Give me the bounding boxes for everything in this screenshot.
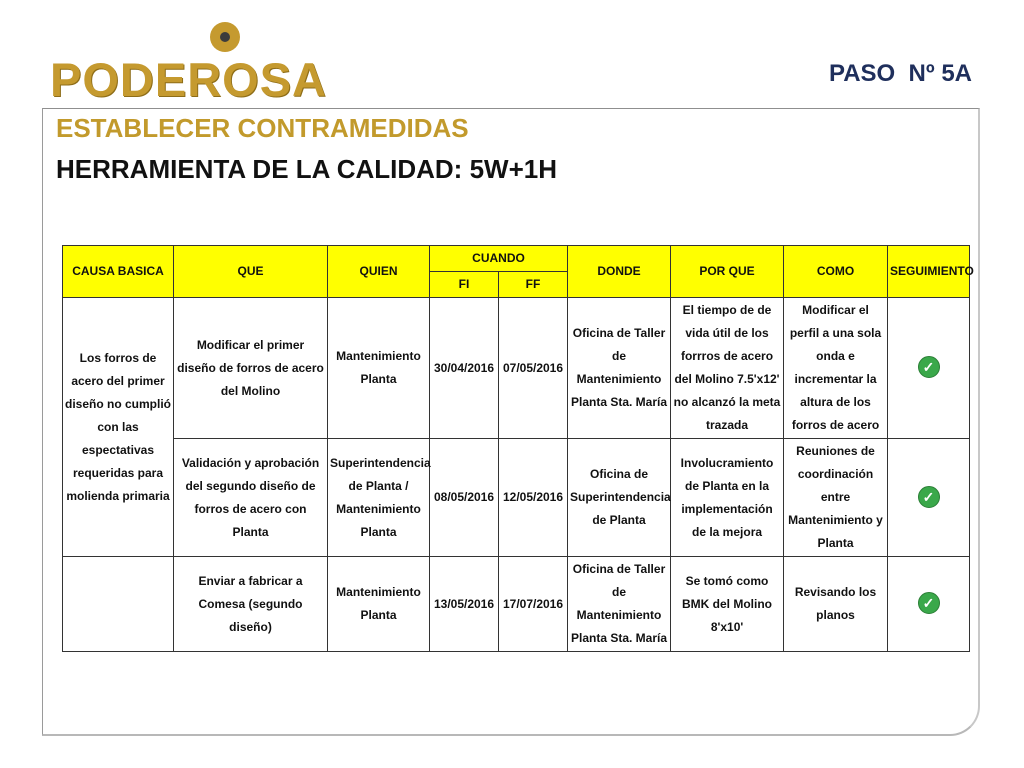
step-label: PASO Nº 5A [828, 60, 972, 87]
check-icon: ✓ [918, 356, 940, 378]
cell-ff: 12/05/2016 [499, 439, 568, 557]
cell-quien: Mantenimiento Planta [328, 298, 430, 439]
cell-por-que: Se tomó como BMK del Molino 8'x10' [671, 557, 784, 652]
5w1h-table [62, 245, 974, 652]
poderosa-logo [50, 20, 327, 106]
cell-que: Validación y aprobación del segundo diseño de forros de acero con Planta [174, 439, 328, 557]
cell-por-que: Involucramiento de Planta en la implementación de la mejora [671, 439, 784, 557]
cell-quien: Superintendencia de Planta / Mantenimiento Planta [328, 439, 430, 557]
cell-ff: 07/05/2016 [499, 298, 568, 439]
table-row [63, 439, 970, 557]
cell-que: Modificar el primer diseño de forros de acero del Molino [174, 298, 328, 439]
cell-fi: 08/05/2016 [430, 439, 499, 557]
cell-quien: Mantenimiento Planta [328, 557, 430, 652]
cell-que: Enviar a fabricar a Comesa (segundo diseño) [174, 557, 328, 652]
logo-dot-center [220, 32, 230, 42]
cell-por-que: El tiempo de de vida útil de los forrros de acero del Molino 7.5'x12' no alcanzó la meta trazada [671, 298, 784, 439]
table-row [63, 298, 970, 439]
header-como: COMO [784, 246, 888, 298]
cell-seguimiento [888, 439, 970, 557]
check-icon: ✓ [918, 486, 940, 508]
cell-como: Modificar el perfil a una sola onda e incrementar la altura de los forros de acero [784, 298, 888, 439]
header-por-que: POR QUE [671, 246, 784, 298]
cell-donde: Oficina de Taller de Mantenimiento Planta Sta. María [568, 298, 671, 439]
header-fi: FI [430, 272, 499, 298]
cell-donde: Oficina de Superintendencia de Planta [568, 439, 671, 557]
cell-como: Revisando los planos [784, 557, 888, 652]
cell-fi: 13/05/2016 [430, 557, 499, 652]
cell-como: Reuniones de coordinación entre Mantenimiento y Planta [784, 439, 888, 557]
cell-fi: 30/04/2016 [430, 298, 499, 439]
header-causa-basica: CAUSA BASICA [63, 246, 174, 298]
header-cuando: CUANDO [430, 246, 568, 272]
slide-title: ESTABLECER CONTRAMEDIDAS [56, 113, 469, 143]
cell-ff: 17/07/2016 [499, 557, 568, 652]
cell-seguimiento [888, 298, 970, 439]
header-que: QUE [174, 246, 328, 298]
header-ff: FF [499, 272, 568, 298]
cell-donde: Oficina de Taller de Mantenimiento Planta Sta. María [568, 557, 671, 652]
header-seguimiento: SEGUIMIENTO [888, 246, 970, 298]
logo-text: PODEROSA [50, 53, 327, 106]
header-quien: QUIEN [328, 246, 430, 298]
slide-subtitle: HERRAMIENTA DE LA CALIDAD: 5W+1H [56, 154, 557, 184]
check-icon: ✓ [918, 592, 940, 614]
cell-seguimiento [888, 557, 970, 652]
header-donde: DONDE [568, 246, 671, 298]
cell-causa-basica: Los forros de acero del primer diseño no cumplió con las espectativas requeridas para molienda primaria [63, 298, 174, 557]
cell-causa-empty [63, 557, 174, 652]
table-row [63, 557, 970, 652]
